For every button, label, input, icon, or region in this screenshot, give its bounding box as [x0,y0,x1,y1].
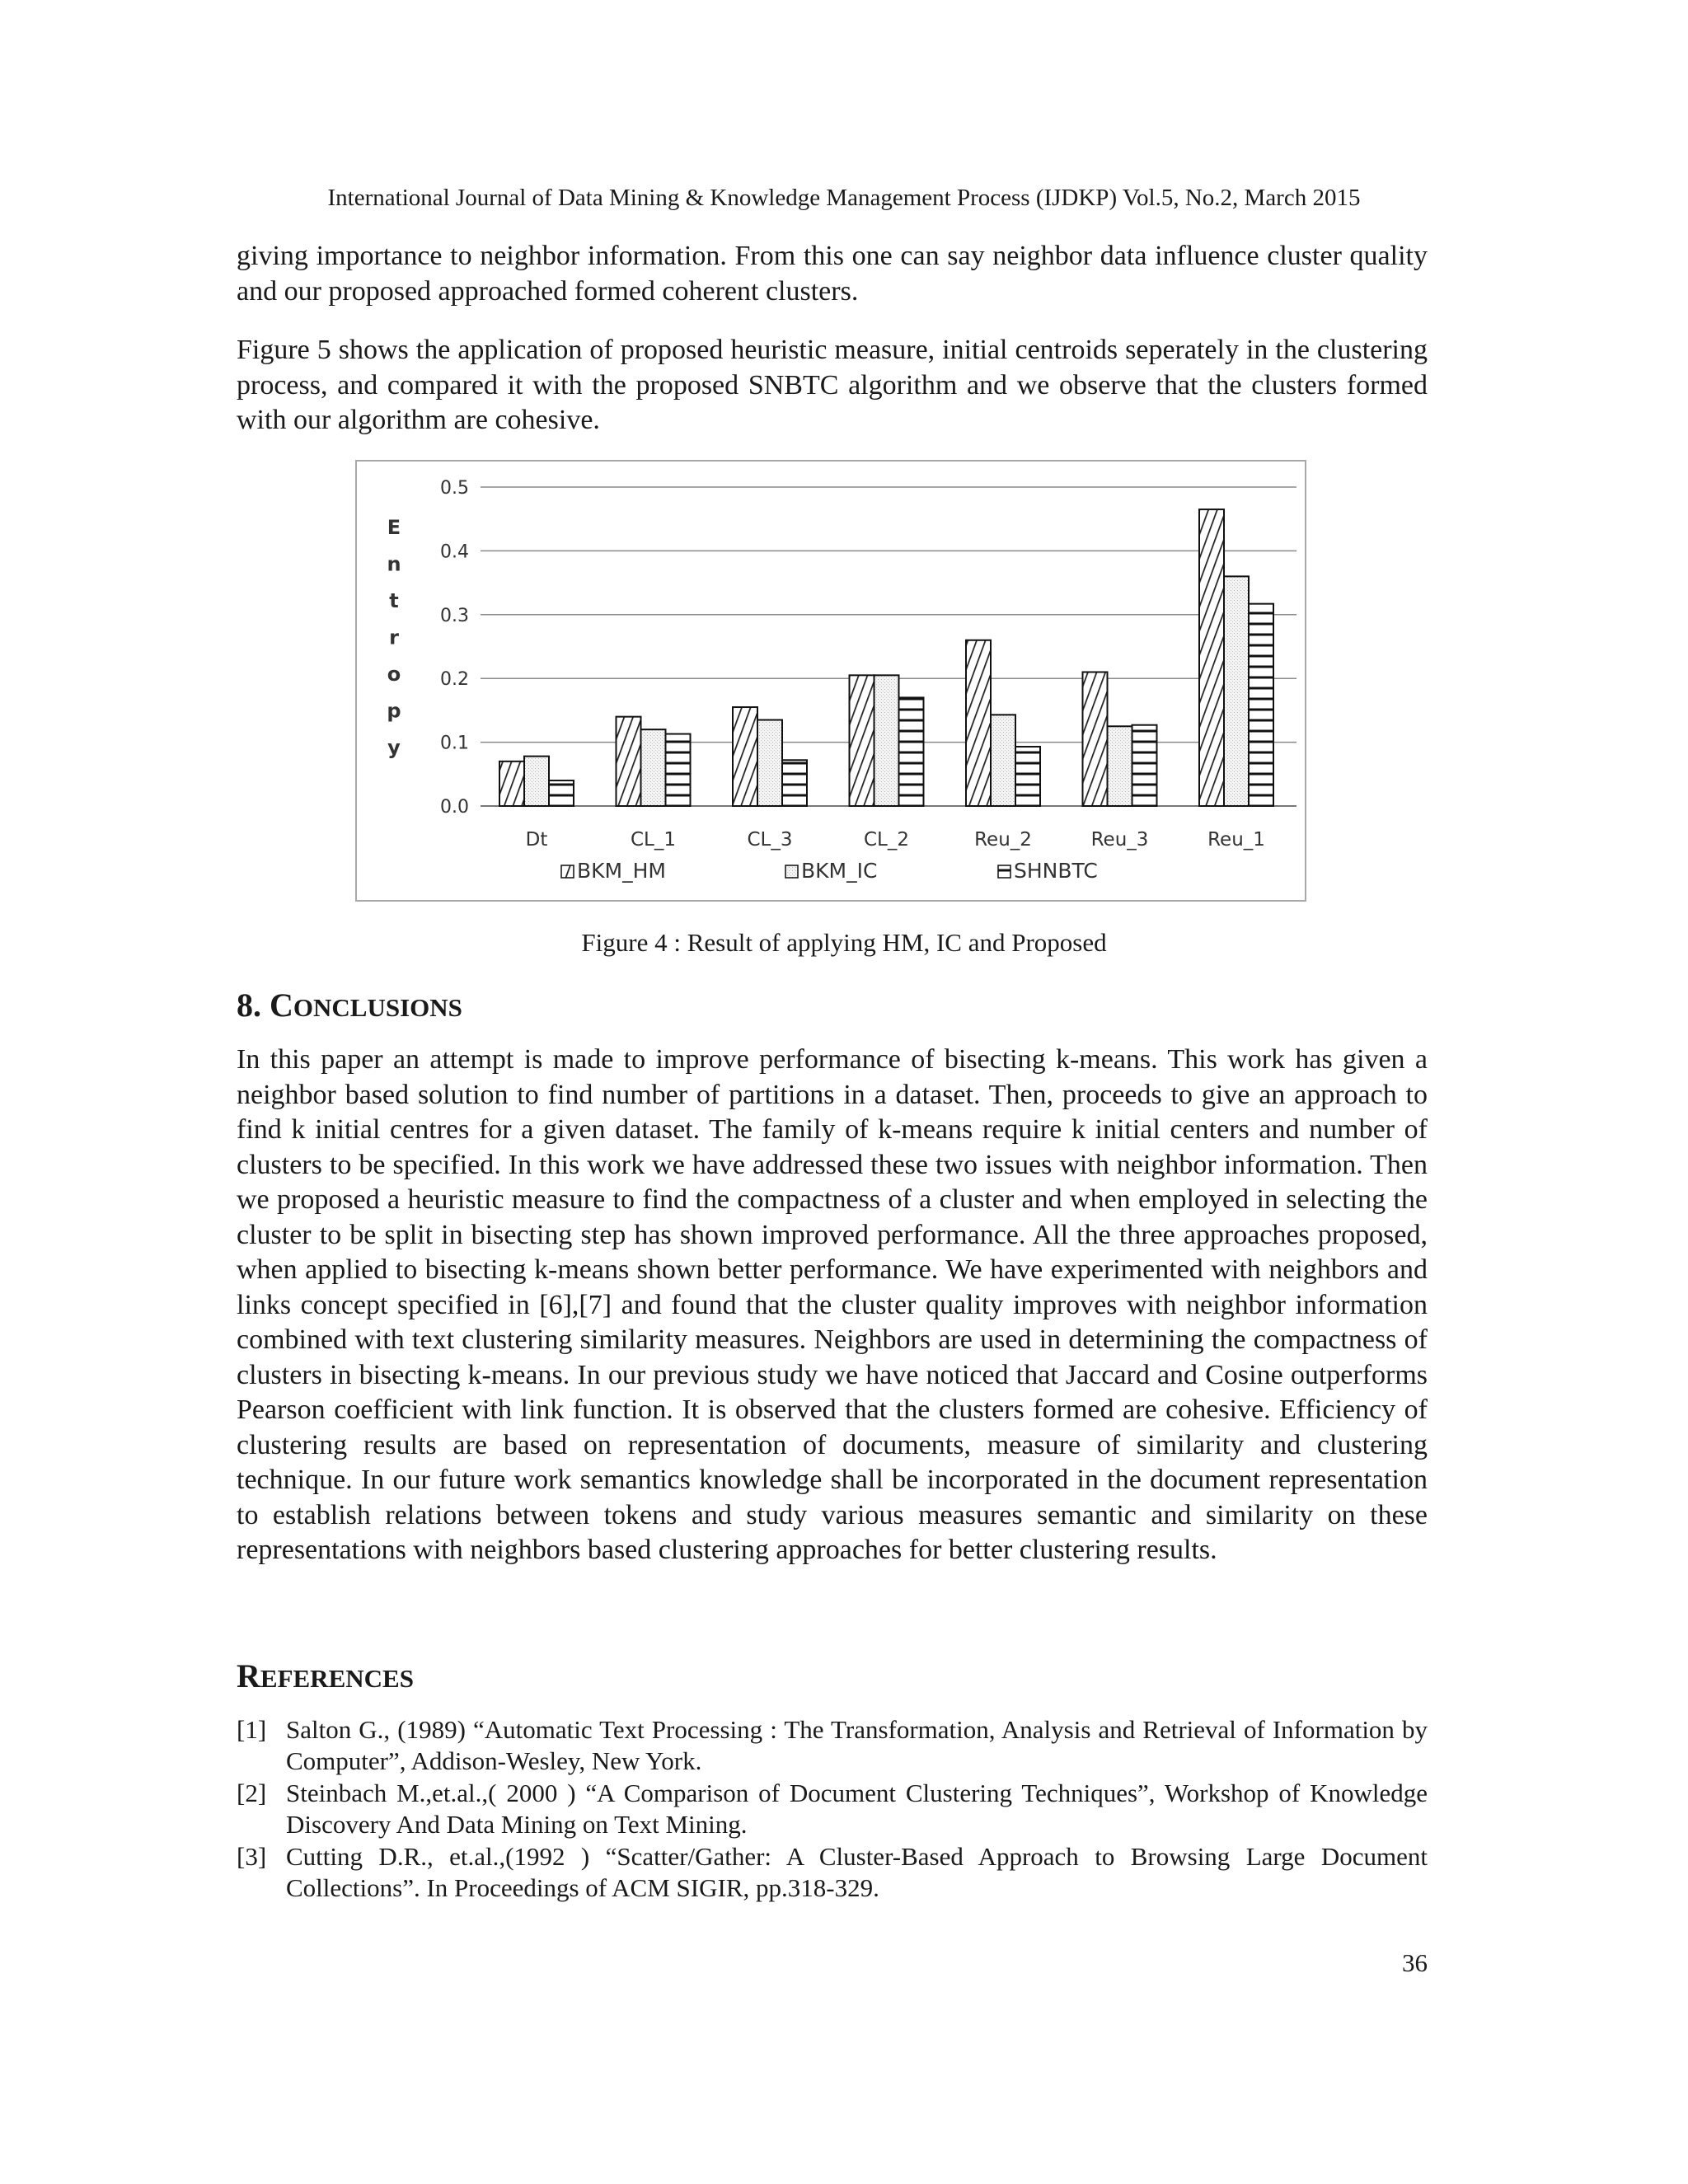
x-tick-label: Reu_2 [974,829,1032,851]
bar-bkm-hm [1199,509,1224,806]
reference-item [237,1714,1428,1777]
journal-header: International Journal of Data Mining & Knowledge Management Process (IJDKP) Vol.5, No.2, March 2015 [327,185,1361,211]
reference-text: Steinbach M.,et.al.,( 2000 ) “A Comparison of Document Clustering Techniques”, Workshop of Knowledge Discovery And Data Mining on Text Mining. [286,1779,1428,1839]
legend-swatch [785,865,798,878]
references-list [237,1714,1428,1905]
y-tick-label: 0.1 [440,733,469,754]
figure-caption: Figure 4 : Result of applying HM, IC and Proposed [581,928,1107,957]
x-tick-label: Reu_3 [1090,829,1149,851]
heading-initial: R [237,1657,260,1694]
heading-rest: ONCLUSIONS [293,993,462,1022]
chart-svg [357,462,1305,900]
heading-initial: C [270,987,293,1024]
reference-item [237,1841,1428,1904]
body-paragraph: Figure 5 shows the application of proposed heuristic measure, initial centroids seperately in the clustering process, and compared it with the proposed SNBTC algorithm and we observe that the clusters formed with our algorithm are cohesive. [237,335,1428,435]
x-tick-label: CL_2 [863,829,910,851]
bar-shnbtc [549,780,574,806]
x-tick-label: CL_3 [747,829,793,851]
heading-rest: EFERENCES [260,1664,414,1693]
conclusions-heading [237,986,462,1024]
bar-bkm-ic [991,715,1015,806]
y-axis-label-letter: y [387,736,401,759]
legend-swatch [561,865,574,878]
bar-bkm-hm [1083,672,1108,806]
y-axis-label-letter: n [387,552,401,576]
reference-item [237,1778,1428,1840]
y-axis-label-letter: p [387,699,401,723]
reference-number: [3] [237,1842,267,1871]
y-axis-label-letter: E [387,516,401,539]
bar-bkm-ic [1108,726,1132,806]
bar-shnbtc [1132,725,1157,806]
legend-label: BKM_HM [577,859,666,883]
bar-shnbtc [666,734,691,806]
x-tick-label: CL_1 [630,829,677,851]
bar-bkm-hm [733,707,757,806]
y-axis-label-letter: o [387,663,401,686]
bar-bkm-ic [874,675,899,806]
bar-shnbtc [1015,747,1040,806]
bar-bkm-ic [524,757,549,806]
section-number: 8. [237,987,261,1024]
bar-bkm-hm [966,640,991,806]
y-tick-label: 0.5 [440,478,469,499]
bar-shnbtc [1249,604,1273,806]
legend-label: BKM_IC [801,859,878,883]
bar-bkm-ic [757,720,782,806]
y-axis-label-letter: t [389,589,399,612]
references-heading [237,1657,414,1695]
reference-text: Salton G., (1989) “Automatic Text Processing : The Transformation, Analysis and Retrieval of Information by Computer”, Addison-Wesley, New York. [286,1715,1428,1775]
bar-bkm-hm [617,717,641,806]
y-tick-label: 0.0 [440,797,469,818]
conclusions-paragraph: In this paper an attempt is made to improve performance of bisecting k-means. This work has given a neighbor based solution to find number of partitions in a dataset. Then, proceeds to give an approach to find k initial centres for a given dataset. The family of k-means require k initial centers and number of clusters to be specified. In this work we have addressed these two issues with neighbor information. Then we proposed a heuristic measure to find the compactness of a cluster and when employed in selecting the cluster to be split in bisecting step has shown improved performance. All the three approaches proposed, when applied to bisecting k-means shown better performance. We have experimented with neighbors and links concept specified in [6],[7] and found that the cluster quality improves with neighbor information combined with text clustering similarity measures. Neighbors are used in determining the compactness of clusters in bisecting k-means. In our previous study we have noticed that Jaccard and Cosine outperforms Pearson coefficient with link function. It is observed that the clusters formed are cohesive. Efficiency of clustering results are based on representation of documents, measure of similarity and clustering technique. In our future work semantics knowledge shall be incorporated in the document representation to establish relations between tokens and study various measures semantic and similarity on these representations with neighbors based clustering approaches for better clustering results. [237,1044,1428,1565]
x-tick-label: Dt [525,829,548,851]
reference-number: [1] [237,1715,267,1744]
x-tick-label: Reu_1 [1207,829,1265,851]
y-tick-label: 0.4 [440,541,469,563]
bar-bkm-ic [641,729,666,806]
y-tick-label: 0.3 [440,605,469,626]
y-tick-label: 0.2 [440,669,469,691]
page-number: 36 [1402,1948,1428,1977]
entropy-bar-chart [355,460,1306,902]
bar-bkm-ic [1224,576,1249,806]
body-paragraph: giving importance to neighbor information. From this one can say neighbor data influence cluster quality and our proposed approached formed coherent clusters. [237,241,1428,307]
bar-shnbtc [782,760,807,806]
legend-swatch [998,865,1010,878]
bar-bkm-hm [499,762,524,806]
reference-number: [2] [237,1779,267,1807]
bar-shnbtc [899,697,924,806]
reference-text: Cutting D.R., et.al.,(1992 ) “Scatter/Gather: A Cluster-Based Approach to Browsing Large Document Collections”. In Proceedings of ACM SIGIR, pp.318-329. [286,1842,1428,1902]
y-axis-label-letter: r [389,626,399,649]
legend-label: SHNBTC [1014,859,1098,883]
bar-bkm-hm [850,675,874,806]
